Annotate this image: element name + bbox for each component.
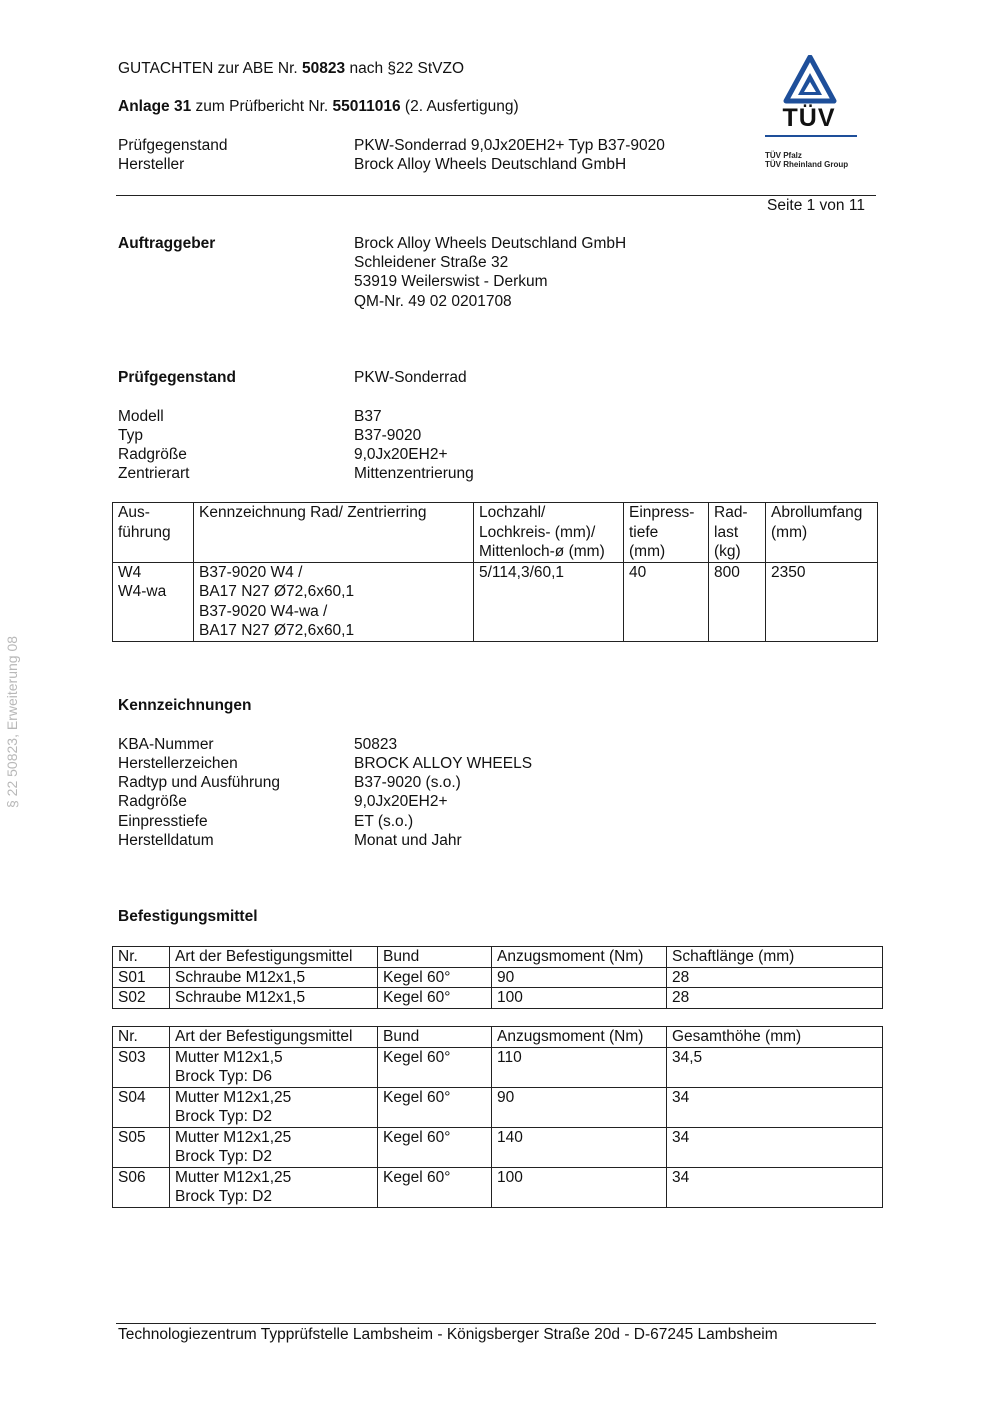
table-cell: Schraube M12x1,5 [170, 967, 378, 988]
field-value: B37 [354, 408, 382, 425]
table-header-row [113, 503, 878, 563]
sidebar-vertical-label: § 22 50823, Erweiterung 08 [4, 635, 20, 808]
header-line-1: GUTACHTEN zur ABE Nr. 50823 nach §22 StVZO [118, 60, 465, 77]
table-cell: Kegel 60° [378, 1087, 492, 1127]
table-header-cell: Nr. [113, 947, 170, 968]
table-cell: Kegel 60° [378, 988, 492, 1009]
field-value: Mittenzentrierung [354, 465, 474, 482]
table-row [113, 1047, 883, 1087]
table-cell: Kegel 60° [378, 1047, 492, 1087]
auftraggeber-line: Brock Alloy Wheels Deutschland GmbH [354, 235, 627, 252]
table-header-cell: Bund [378, 1027, 492, 1048]
table-cell: S01 [113, 967, 170, 988]
field-label: Herstellerzeichen [118, 755, 238, 772]
fastener-table-bolts [112, 946, 883, 1009]
table-header-row [113, 1027, 883, 1048]
table-header-cell: Schaftlänge (mm) [667, 947, 883, 968]
table-cell: 34 [667, 1167, 883, 1207]
table-cell: Mutter M12x1,5 Brock Typ: D6 [170, 1047, 378, 1087]
table-row [113, 1087, 883, 1127]
logo-word: TÜV [782, 104, 836, 132]
table-cell: Kegel 60° [378, 967, 492, 988]
befestigungsmittel-title: Befestigungsmittel [118, 908, 258, 925]
field-value: BROCK ALLOY WHEELS [354, 755, 533, 772]
table-cell: 2350 [766, 562, 878, 641]
table-cell: 100 [492, 1167, 667, 1207]
field-label: Radgröße [118, 446, 187, 463]
table-cell: 34 [667, 1127, 883, 1167]
table-cell: 110 [492, 1047, 667, 1087]
fastener-table-nuts [112, 1026, 883, 1208]
table-row [113, 967, 883, 988]
table-header-cell: Einpress- tiefe (mm) [624, 503, 709, 563]
pruefgegenstand-value: PKW-Sonderrad [354, 369, 467, 386]
header-pruefgegenstand-label: Prüfgegenstand [118, 137, 228, 154]
header-pruefgegenstand-value: PKW-Sonderrad 9,0Jx20EH2+ Typ B37-9020 [354, 137, 665, 154]
table-cell: S03 [113, 1047, 170, 1087]
table-row [113, 988, 883, 1009]
table-cell: 100 [492, 988, 667, 1009]
table-header-cell: Bund [378, 947, 492, 968]
table-cell: Mutter M12x1,25 Brock Typ: D2 [170, 1167, 378, 1207]
logo-subtitle-2: TÜV Rheinland Group [765, 160, 849, 169]
field-label: Einpresstiefe [118, 813, 208, 830]
header-line-2: Anlage 31 zum Prüfbericht Nr. 55011016 (2. Ausfertigung) [118, 98, 519, 115]
wheel-table [112, 502, 878, 642]
auftraggeber-label: Auftraggeber [118, 235, 216, 252]
field-label: Herstelldatum [118, 832, 214, 849]
table-cell: 5/114,3/60,1 [474, 562, 624, 641]
field-label: Modell [118, 408, 164, 425]
table-header-cell: Kennzeichnung Rad/ Zentrierring [194, 503, 474, 563]
logo-subtitle-1: TÜV Pfalz [765, 151, 802, 160]
table-cell: Kegel 60° [378, 1127, 492, 1167]
table-cell: 34 [667, 1087, 883, 1127]
table-cell: 90 [492, 967, 667, 988]
header-hersteller-label: Hersteller [118, 156, 185, 173]
field-label: Typ [118, 427, 143, 444]
header-hersteller-value: Brock Alloy Wheels Deutschland GmbH [354, 156, 627, 173]
kennzeichnungen-title: Kennzeichnungen [118, 697, 252, 714]
table-header-cell: Aus- führung [113, 503, 194, 563]
pruefgegenstand-label: Prüfgegenstand [118, 369, 236, 386]
table-header-cell: Anzugsmoment (Nm) [492, 947, 667, 968]
table-cell: Kegel 60° [378, 1167, 492, 1207]
table-row [113, 1127, 883, 1167]
table-cell: Mutter M12x1,25 Brock Typ: D2 [170, 1127, 378, 1167]
field-value: B37-9020 [354, 427, 422, 444]
footer-divider [116, 1323, 876, 1324]
page-number: Seite 1 von 11 [767, 197, 865, 214]
field-label: Radgröße [118, 793, 187, 810]
table-header-cell: Nr. [113, 1027, 170, 1048]
field-value: 50823 [354, 736, 398, 753]
table-header-row [113, 947, 883, 968]
table-cell: S05 [113, 1127, 170, 1167]
table-cell: 800 [709, 562, 766, 641]
auftraggeber-line: 53919 Weilerswist - Derkum [354, 273, 548, 290]
table-row [113, 562, 878, 641]
table-cell: 34,5 [667, 1047, 883, 1087]
field-label: Zentrierart [118, 465, 190, 482]
header-divider [116, 195, 876, 196]
field-value: 9,0Jx20EH2+ [354, 793, 448, 810]
table-header-cell: Art der Befestigungsmittel [170, 1027, 378, 1048]
table-cell: B37-9020 W4 / BA17 N27 Ø72,6x60,1 B37-9020 W4-wa / BA17 N27 Ø72,6x60,1 [194, 562, 474, 641]
tuev-logo [763, 55, 863, 175]
table-cell: 40 [624, 562, 709, 641]
table-cell: S06 [113, 1167, 170, 1207]
table-cell: Mutter M12x1,25 Brock Typ: D2 [170, 1087, 378, 1127]
field-value: B37-9020 (s.o.) [354, 774, 461, 791]
auftraggeber-line: Schleidener Straße 32 [354, 254, 509, 271]
table-header-cell: Art der Befestigungsmittel [170, 947, 378, 968]
table-cell: S02 [113, 988, 170, 1009]
field-label: Radtyp und Ausführung [118, 774, 281, 791]
table-cell: 90 [492, 1087, 667, 1127]
tuev-triangle-icon [763, 55, 859, 105]
field-value: Monat und Jahr [354, 832, 462, 849]
footer-address: Technologiezentrum Typprüfstelle Lambsheim - Königsberger Straße 20d - D-67245 Lambsheim [118, 1326, 778, 1343]
table-cell: W4 W4-wa [113, 562, 194, 641]
table-cell: 28 [667, 988, 883, 1009]
table-header-cell: Lochzahl/ Lochkreis- (mm)/ Mittenloch-ø (mm) [474, 503, 624, 563]
table-row [113, 1167, 883, 1207]
field-label: KBA-Nummer [118, 736, 214, 753]
field-value: 9,0Jx20EH2+ [354, 446, 448, 463]
table-cell: Schraube M12x1,5 [170, 988, 378, 1009]
table-header-cell: Rad- last (kg) [709, 503, 766, 563]
auftraggeber-line: QM-Nr. 49 02 0201708 [354, 293, 512, 310]
logo-divider [765, 135, 857, 137]
table-header-cell: Abrollumfang (mm) [766, 503, 878, 563]
table-cell: 140 [492, 1127, 667, 1167]
field-value: ET (s.o.) [354, 813, 414, 830]
table-cell: S04 [113, 1087, 170, 1127]
table-header-cell: Anzugsmoment (Nm) [492, 1027, 667, 1048]
table-cell: 28 [667, 967, 883, 988]
table-header-cell: Gesamthöhe (mm) [667, 1027, 883, 1048]
